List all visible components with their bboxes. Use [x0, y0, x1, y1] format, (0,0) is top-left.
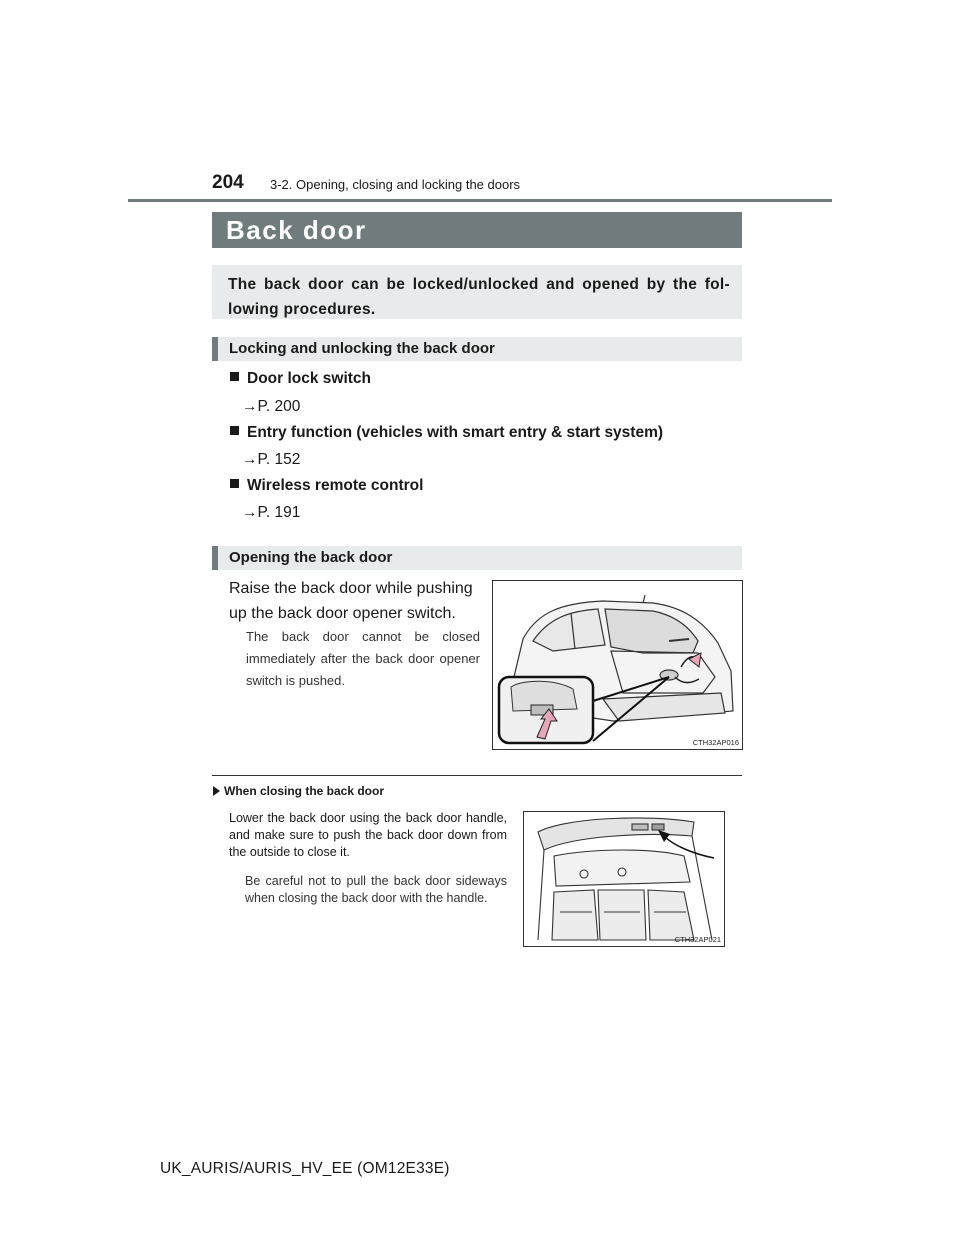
opening-note: The back door cannot be closed immediately after the back door opener switch is pushed.	[246, 629, 480, 688]
page-reference-link[interactable]: →P. 152	[242, 451, 301, 468]
bullet-square-icon	[230, 426, 239, 435]
locking-heading: Locking and unlocking the back door	[229, 340, 495, 357]
opening-heading-bar	[212, 546, 742, 570]
closing-heading-label: When closing the back door	[224, 784, 385, 798]
open-back-door-illustration	[524, 812, 724, 946]
opening-instruction: Raise the back door while pushing up the back door opener switch.	[229, 580, 473, 622]
page-number: 204	[212, 172, 244, 193]
back-door-opener-figure	[492, 580, 743, 750]
list-item-label: Entry function (vehicles with smart entry & start system)	[247, 424, 664, 441]
header-divider	[128, 199, 832, 202]
list-item-label: Wireless remote control	[247, 477, 424, 494]
list-item-door-lock-switch	[230, 370, 371, 388]
page-title: Back door	[226, 215, 367, 245]
intro-box	[212, 265, 742, 319]
section-title: 3-2. Opening, closing and locking the doors	[270, 177, 521, 192]
back-door-closing-figure	[523, 811, 725, 947]
intro-text: The back door can be locked/unlocked and opened by the fol-lowing procedures.	[228, 276, 730, 318]
closing-heading	[213, 784, 384, 798]
footer-model-code: UK_AURIS/AURIS_HV_EE (OM12E33E)	[160, 1160, 450, 1177]
list-item-wireless-remote	[230, 477, 423, 495]
closing-instruction: Lower the back door using the back door handle, and make sure to push the back door down from the outside to close it.	[229, 811, 507, 859]
car-rear-illustration	[493, 581, 742, 749]
triangle-bullet-icon	[213, 786, 220, 796]
opening-heading: Opening the back door	[229, 549, 393, 566]
closing-note: Be careful not to pull the back door sideways when closing the back door with the handle.	[245, 874, 507, 905]
page-title-bar	[212, 212, 742, 248]
page-reference-link[interactable]: →P. 200	[242, 398, 301, 415]
page-reference-link[interactable]: →P. 191	[242, 504, 301, 521]
locking-heading-bar	[212, 337, 742, 361]
bullet-square-icon	[230, 479, 239, 488]
figure-code: CTH32AP021	[674, 935, 721, 944]
list-item-entry-function	[230, 424, 663, 442]
figure-code: CTH32AP016	[692, 738, 739, 747]
section-divider	[212, 775, 742, 776]
bullet-square-icon	[230, 372, 239, 381]
list-item-label: Door lock switch	[247, 370, 372, 387]
